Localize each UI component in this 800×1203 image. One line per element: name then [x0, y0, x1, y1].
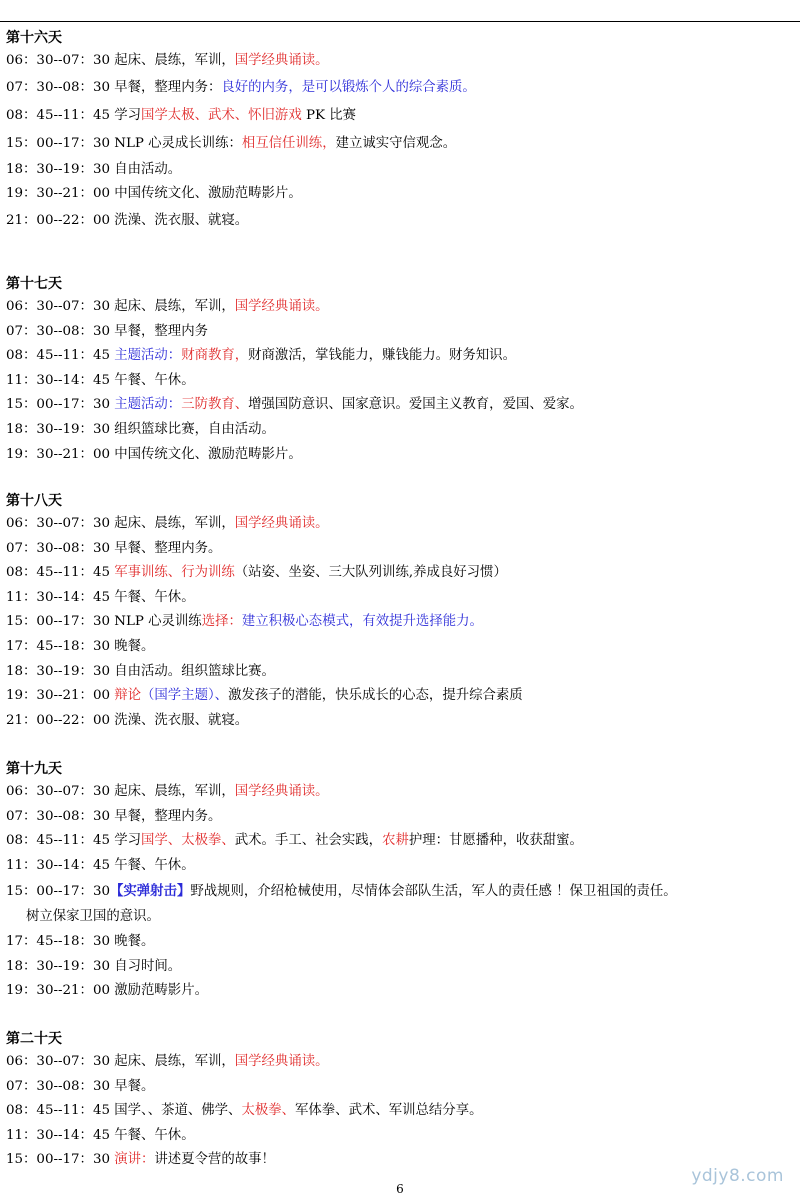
highlight-text: 农耕: [382, 833, 409, 849]
schedule-text: （站姿、坐姿、三大队列训练,养成良好习惯）: [234, 565, 507, 581]
schedule-line: [6, 344, 796, 369]
day-title: 第二十天: [6, 1031, 62, 1047]
highlight-text: 国学经典诵读。: [234, 784, 329, 799]
day-section: [6, 273, 796, 467]
schedule-text: 06：30--07：30 起床、晨练，军训，: [6, 1054, 235, 1069]
schedule-line: [6, 74, 796, 102]
schedule-line: [6, 182, 796, 207]
schedule-text: 18：30--19：30 自由活动。: [6, 161, 182, 177]
schedule-text: 06：30--07：30 起床、晨练，军训，: [6, 299, 235, 314]
schedule-line: [6, 320, 796, 345]
schedule-line: [6, 854, 796, 879]
highlight-text: 辩论: [114, 688, 142, 704]
schedule-text: 18：30--19：30 组织篮球比赛，自由活动。: [6, 421, 275, 437]
highlight-text: 演讲：: [114, 1152, 155, 1168]
schedule-line: [6, 561, 796, 586]
schedule-line: [6, 586, 796, 611]
schedule-line: [6, 635, 796, 660]
highlight-text: （国学主题）、: [141, 688, 229, 704]
day-section: [6, 27, 796, 235]
highlight-text: 主题活动：: [114, 348, 182, 364]
schedule-text: 15：00--17：30: [6, 884, 110, 900]
schedule-line: [6, 709, 796, 734]
schedule-line: [6, 393, 796, 418]
schedule-text: 建立诚实守信观念。: [335, 135, 457, 151]
schedule-text: 18：30--19：30 自习时间。: [6, 958, 182, 974]
schedule-text: 08：45--11：45: [6, 348, 115, 364]
schedule-line: [6, 443, 796, 468]
schedule-text: 增强国防意识、国家意识。爱国主义教育，爱国、爱家。: [248, 397, 583, 413]
schedule-text: 17：45--18：30 晚餐。: [6, 933, 155, 949]
schedule-text: 08：45--11：45 国学、、茶道、佛学、: [6, 1103, 242, 1119]
schedule-line: [6, 102, 796, 130]
schedule-line: [6, 130, 796, 158]
schedule-text: 武术。手工、社会实践，: [234, 833, 383, 849]
schedule-line: [6, 979, 796, 1004]
schedule-text: 08：45--11：45 学习: [6, 833, 142, 849]
schedule-line: [6, 1075, 796, 1100]
schedule-line: [6, 684, 796, 709]
schedule-line: [6, 1148, 796, 1173]
highlight-text: 良好的内务，是可以锻炼个人的综合素质。: [221, 79, 476, 95]
day-title: 第十九天: [6, 761, 62, 777]
schedule-line: [6, 930, 796, 955]
schedule-line: [6, 1124, 796, 1149]
schedule-text: 财商激活，掌钱能力，赚钱能力。财务知识。: [248, 348, 516, 364]
schedule-text: 18：30--19：30 自由活动。组织篮球比赛。: [6, 663, 275, 679]
schedule-text: 11：30--14：45 午餐、午休。: [6, 857, 195, 873]
schedule-text: 野战规则，介绍枪械使用，尽情体会部队生活，军人的责任感 ！保卫祖国的责任。: [190, 884, 677, 900]
schedule-line: [6, 207, 796, 235]
schedule-line: [6, 805, 796, 830]
highlight-text: 军事训练、行为训练: [114, 565, 235, 581]
schedule-text: 11：30--14：45 午餐、午休。: [6, 589, 195, 605]
schedule-line: [6, 537, 796, 562]
schedule-line: [6, 660, 796, 685]
schedule-text: 08：45--11：45 学习: [6, 107, 142, 123]
day-section: [6, 490, 796, 733]
schedule-text: 17：45--18：30 晚餐。: [6, 638, 155, 654]
highlight-text: 国学、太极拳、: [141, 833, 235, 849]
schedule-line: [6, 905, 796, 930]
schedule-text: 树立保家卫国的意识。: [26, 909, 160, 925]
schedule-text: 07：30--08：30 早餐。: [6, 1078, 155, 1094]
schedule-line: [6, 955, 796, 980]
schedule-line: [6, 610, 796, 635]
highlight-text: 三防教育、: [181, 397, 249, 413]
highlight-text: 国学经典诵读。: [234, 1054, 329, 1069]
schedule-line: [6, 1099, 796, 1124]
schedule-line: [6, 829, 796, 854]
schedule-text: 15：00--17：30 NLP 心灵训练: [6, 614, 202, 630]
highlight-text: 主题活动：: [114, 397, 182, 413]
highlight-text: 相互信任训练，: [241, 135, 336, 151]
schedule-text: 15：00--17：30 NLP 心灵成长训练：: [6, 135, 242, 151]
schedule-text: 07：30--08：30 早餐、整理内务。: [6, 540, 222, 556]
schedule-text: 19：30--21：00 激励范畴影片。: [6, 983, 208, 999]
highlight-text: 国学太极、武术、怀旧游戏: [141, 107, 302, 123]
schedule-line: [6, 295, 796, 320]
schedule-text: 06：30--07：30 起床、晨练，军训，: [6, 784, 235, 799]
schedule-text: 07：30--08：30 早餐，整理内务: [6, 323, 208, 339]
top-rule: [0, 21, 800, 22]
day-section: [6, 1028, 796, 1173]
schedule-text: 11：30--14：45 午餐、午休。: [6, 1127, 195, 1143]
schedule-text: 护理：甘愿播种，收获甜蜜。: [408, 833, 583, 849]
schedule-line: [6, 158, 796, 183]
schedule-text: 19：30--21：00: [6, 688, 115, 704]
schedule-text: 07：30--08：30 早餐，整理内务：: [6, 79, 222, 95]
schedule-text: 11：30--14：45 午餐、午休。: [6, 372, 195, 388]
highlight-text: 【实弹射击】: [110, 883, 191, 900]
schedule-text: 08：45--11：45: [6, 565, 115, 581]
schedule-line: [6, 780, 796, 805]
schedule-text: 15：00--17：30: [6, 1152, 115, 1168]
highlight-text: 选择：: [201, 614, 242, 630]
highlight-text: 太极拳、: [241, 1103, 296, 1119]
schedule-text: 19：30--21：00 中国传统文化、激励范畴影片。: [6, 186, 302, 202]
schedule-line: [6, 512, 796, 537]
schedule-line: [6, 369, 796, 394]
schedule-line: [6, 1050, 796, 1075]
schedule-text: 21：00--22：00 洗澡、洗衣服、就寝。: [6, 212, 249, 228]
day-title: 第十七天: [6, 276, 62, 292]
schedule-text: 激发孩子的潜能，快乐成长的心态，提升综合素质: [228, 688, 523, 704]
highlight-text: 国学经典诵读。: [234, 53, 329, 68]
schedule-text: 21：00--22：00 洗澡、洗衣服、就寝。: [6, 712, 249, 728]
day-section: [6, 758, 796, 1004]
schedule-line: [6, 878, 796, 905]
page-number: 6: [396, 1182, 404, 1196]
schedule-text: 06：30--07：30 起床、晨练，军训，: [6, 516, 235, 531]
schedule-text: 讲述夏令营的故事！: [154, 1152, 275, 1168]
highlight-text: 财商教育，: [181, 348, 249, 364]
schedule-text: PK 比赛: [301, 107, 357, 123]
watermark: ydjy8.com: [691, 1166, 784, 1186]
schedule-text: 19：30--21：00 中国传统文化、激励范畴影片。: [6, 446, 302, 462]
schedule-text: 15：00--17：30: [6, 397, 115, 413]
highlight-text: 国学经典诵读。: [234, 516, 329, 531]
schedule-text: 07：30--08：30 早餐，整理内务。: [6, 808, 222, 824]
schedule-line: [6, 418, 796, 443]
schedule-line: [6, 49, 796, 74]
schedule-text: 军体拳、武术、军训总结分享。: [295, 1103, 483, 1119]
day-title: 第十六天: [6, 30, 62, 46]
highlight-text: 建立积极心态模式，有效提升选择能力。: [241, 614, 483, 630]
highlight-text: 国学经典诵读。: [234, 299, 329, 314]
schedule-text: 06：30--07：30 起床、晨练，军训，: [6, 53, 235, 68]
day-title: 第十八天: [6, 493, 62, 509]
